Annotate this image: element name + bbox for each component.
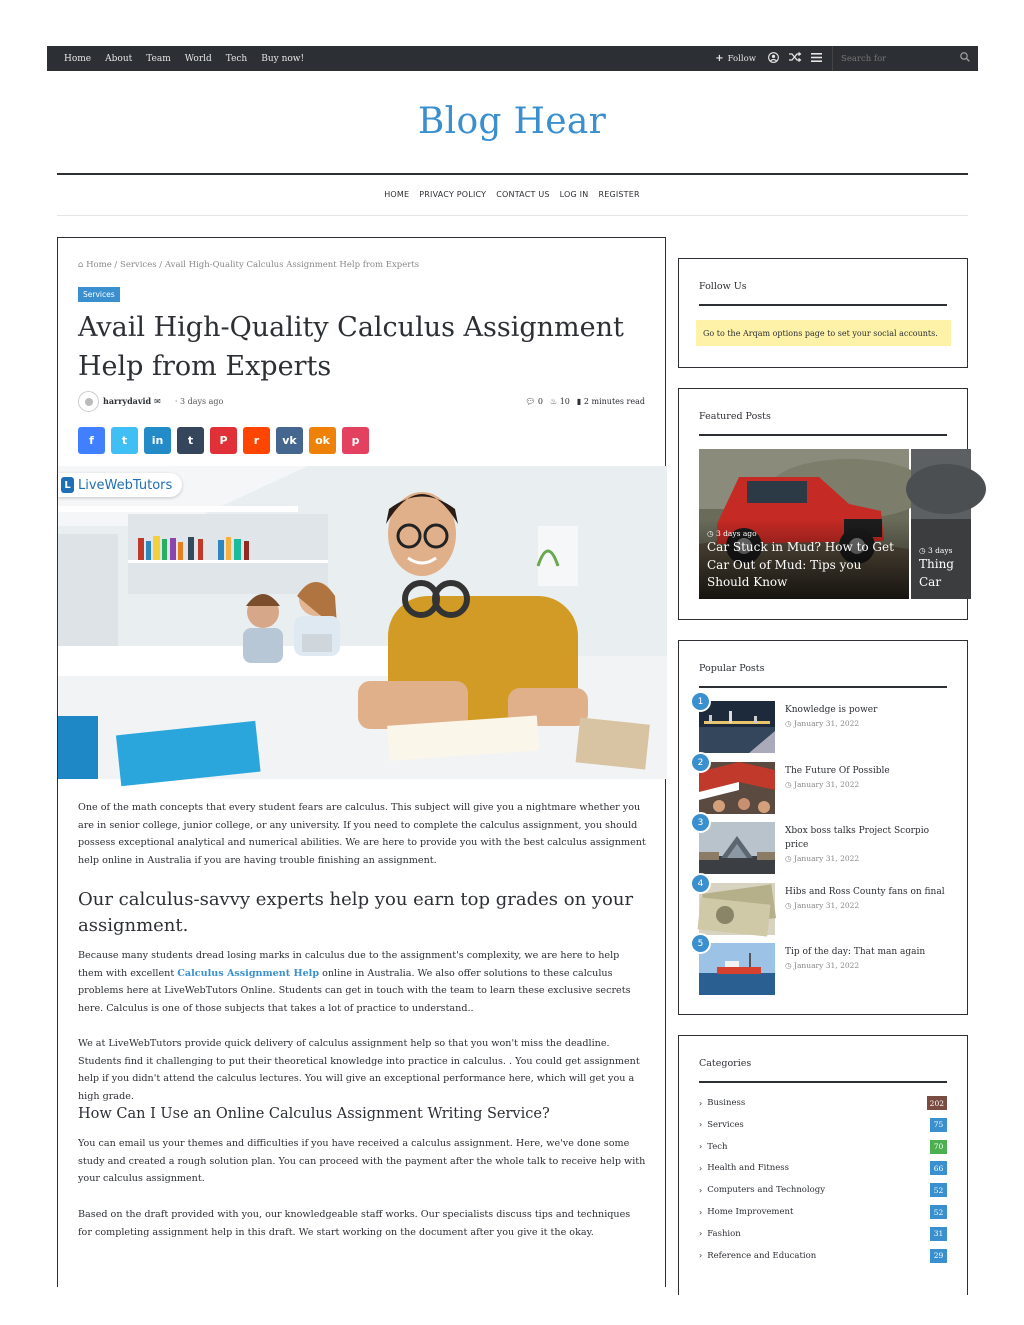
read-time bbox=[577, 397, 645, 406]
vk-icon: vk bbox=[282, 434, 297, 447]
featured-post-date-text: 3 days ago bbox=[715, 529, 757, 538]
post-thumbnail[interactable] bbox=[699, 701, 775, 753]
plus-icon: + bbox=[715, 53, 724, 64]
widget-title-rule bbox=[699, 434, 947, 436]
popular-post-date-text: January 31, 2022 bbox=[793, 854, 860, 863]
rank-badge: 1 bbox=[690, 691, 711, 712]
facebook-share-button[interactable] bbox=[78, 427, 105, 454]
popular-post-date bbox=[785, 719, 859, 728]
clock-icon: ◷ bbox=[785, 854, 792, 863]
user-icon[interactable] bbox=[768, 52, 779, 66]
category-item[interactable] bbox=[699, 1205, 947, 1219]
featured-slider[interactable] bbox=[699, 449, 954, 599]
views-value: 10 bbox=[559, 396, 570, 406]
follow-label: Follow bbox=[727, 53, 756, 64]
popular-post[interactable] bbox=[697, 696, 949, 753]
featured-post-title[interactable]: Thing Car bbox=[919, 557, 954, 589]
featured-post-date-text: 3 days bbox=[927, 546, 953, 555]
read-time-value: 2 minutes read bbox=[583, 396, 645, 406]
views-count bbox=[550, 397, 570, 406]
category-count-badge: 52 bbox=[930, 1183, 947, 1197]
nav-divider bbox=[57, 215, 968, 216]
top-nav-world[interactable]: World bbox=[184, 53, 212, 64]
linkedin-share-button[interactable] bbox=[144, 427, 171, 454]
category-name[interactable]: Reference and Education bbox=[707, 1250, 817, 1261]
top-nav-about[interactable]: About bbox=[105, 53, 133, 64]
rank-badge: 4 bbox=[690, 873, 711, 894]
search-input[interactable] bbox=[832, 46, 978, 71]
featured-post-date bbox=[919, 546, 979, 555]
hero-logo-text: LiveWebTutors bbox=[78, 477, 173, 493]
category-name[interactable]: Computers and Technology bbox=[707, 1185, 826, 1196]
categories-widget bbox=[678, 1035, 968, 1295]
avatar[interactable] bbox=[78, 391, 99, 412]
top-nav-buy-now[interactable]: Buy now! bbox=[261, 53, 305, 64]
heading-experts: Our calculus-savvy experts help you earn top grades on your assignment. bbox=[78, 889, 634, 936]
chevron-right-icon: › bbox=[699, 1120, 703, 1130]
post-date: · 3 days ago bbox=[174, 396, 224, 406]
linkedin-icon: in bbox=[151, 434, 164, 447]
popular-post-title[interactable]: The Future Of Possible bbox=[785, 766, 890, 776]
home-icon: ⌂ bbox=[78, 260, 84, 270]
reddit-icon: r bbox=[253, 434, 260, 447]
main-nav-log-in[interactable]: LOG IN bbox=[559, 190, 589, 199]
clock-icon: ◷ bbox=[785, 719, 792, 728]
comment-icon: 💬︎ bbox=[525, 396, 536, 406]
popular-post-date bbox=[785, 901, 859, 910]
category-item[interactable] bbox=[699, 1249, 947, 1263]
pinterest-icon: P bbox=[219, 434, 228, 447]
heading-how-to-use: How Can I Use an Online Calculus Assignment Writing Service? bbox=[78, 1106, 550, 1122]
logo-mark-icon: L bbox=[61, 477, 74, 493]
facebook-icon: f bbox=[89, 434, 94, 447]
post-thumbnail[interactable] bbox=[699, 883, 775, 935]
featured-posts-widget bbox=[678, 388, 968, 620]
tumblr-share-button[interactable] bbox=[177, 427, 204, 454]
clock-icon: ◷ bbox=[707, 529, 714, 538]
article-title: Avail High-Quality Calculus Assignment Help from Experts bbox=[78, 312, 624, 382]
category-count-badge: 202 bbox=[927, 1096, 947, 1110]
popular-post-title[interactable]: Hibs and Ross County fans on final bbox=[785, 887, 945, 897]
pocket-share-button[interactable] bbox=[342, 427, 369, 454]
social-accounts-notice: Go to the Arqam options page to set your social accounts. bbox=[696, 320, 951, 346]
clock-icon: ◷ bbox=[919, 546, 926, 555]
pocket-icon: p bbox=[351, 434, 360, 447]
header-divider bbox=[57, 173, 968, 175]
top-bar bbox=[47, 46, 978, 71]
category-name[interactable]: Home Improvement bbox=[707, 1207, 794, 1217]
widget-title-rule bbox=[699, 686, 947, 688]
main-nav-register[interactable]: REGISTER bbox=[598, 190, 640, 199]
article bbox=[57, 237, 666, 1287]
comments-count[interactable] bbox=[525, 397, 543, 406]
twitter-share-button[interactable] bbox=[111, 427, 138, 454]
chevron-right-icon: › bbox=[699, 1229, 703, 1239]
twitter-icon: t bbox=[121, 434, 128, 447]
menu-icon[interactable] bbox=[811, 53, 822, 65]
category-count-badge: 29 bbox=[930, 1249, 947, 1263]
popular-post-date-text: January 31, 2022 bbox=[793, 901, 860, 910]
author-name[interactable]: harrydavid bbox=[103, 396, 152, 406]
vk-share-button[interactable] bbox=[276, 427, 303, 454]
clock-icon: ◷ bbox=[785, 780, 792, 789]
category-name[interactable]: Business bbox=[707, 1098, 746, 1108]
article-meta bbox=[78, 390, 645, 412]
search-placeholder: Search for bbox=[841, 53, 887, 64]
livewebtutors-logo bbox=[58, 473, 182, 497]
chevron-right-icon: › bbox=[699, 1185, 703, 1195]
top-nav-team[interactable]: Team bbox=[146, 53, 171, 64]
hero-image bbox=[58, 466, 667, 779]
popular-post-date bbox=[785, 780, 859, 789]
pinterest-share-button[interactable] bbox=[210, 427, 237, 454]
site-logo[interactable]: Blog Hear bbox=[417, 101, 607, 142]
popular-post-title[interactable]: Tip of the day: That man again bbox=[785, 947, 926, 957]
featured-post-title[interactable]: Car Stuck in Mud? How to Get Car Out of Mud: Tips you Should Know bbox=[707, 540, 894, 589]
category-badge[interactable]: Services bbox=[78, 287, 120, 302]
category-item[interactable] bbox=[699, 1227, 947, 1241]
popular-post[interactable] bbox=[697, 817, 949, 874]
category-name[interactable]: Tech bbox=[707, 1141, 728, 1152]
widget-title: Popular Posts bbox=[699, 663, 765, 674]
breadcrumb-text[interactable]: Home / Services / Avail High-Quality Calculus Assignment Help from Experts bbox=[86, 260, 420, 270]
widget-title: Follow Us bbox=[699, 281, 747, 292]
paragraph-5: Based on the draft provided with you, our knowledgeable staff works. Our specialists discuss tips and techniques for completing assignment help in this draft. We start working on the document after you give it the okay. bbox=[78, 1209, 631, 1238]
shuffle-icon[interactable] bbox=[789, 52, 801, 65]
popular-post[interactable] bbox=[697, 878, 949, 935]
category-name[interactable]: Health and Fitness bbox=[707, 1163, 789, 1174]
paragraph-2 bbox=[78, 947, 646, 1018]
widget-title: Featured Posts bbox=[699, 411, 771, 422]
rank-badge: 2 bbox=[690, 752, 711, 773]
chevron-right-icon: › bbox=[699, 1163, 703, 1173]
post-date-text: 3 days ago bbox=[179, 396, 224, 406]
bookmark-icon: ▮ bbox=[576, 396, 582, 406]
breadcrumb[interactable] bbox=[78, 260, 419, 270]
featured-post-date bbox=[707, 529, 902, 538]
comments-value: 0 bbox=[537, 396, 543, 406]
clock-icon: ◷ bbox=[785, 901, 792, 910]
popular-post-date bbox=[785, 854, 859, 863]
calculus-assignment-help-link[interactable]: Calculus Assignment Help bbox=[177, 967, 320, 979]
chevron-right-icon: › bbox=[699, 1251, 703, 1261]
paragraph-2-start: Because many students dread losing marks in calculus due to the assignment's complexity, we are here to help them with excellent bbox=[78, 950, 620, 979]
post-thumbnail[interactable] bbox=[699, 943, 775, 995]
chevron-right-icon: › bbox=[699, 1207, 703, 1217]
category-name[interactable]: Services bbox=[707, 1119, 744, 1130]
category-item[interactable] bbox=[699, 1161, 947, 1175]
top-nav-tech[interactable]: Tech bbox=[225, 53, 248, 64]
category-item[interactable] bbox=[699, 1118, 947, 1132]
popular-post-date-text: January 31, 2022 bbox=[793, 719, 860, 728]
widget-title-rule bbox=[699, 1081, 947, 1083]
chevron-right-icon: › bbox=[699, 1098, 703, 1108]
envelope-icon[interactable]: ✉ bbox=[154, 396, 161, 406]
category-item[interactable] bbox=[699, 1140, 947, 1154]
reddit-share-button[interactable] bbox=[243, 427, 270, 454]
category-count-badge: 52 bbox=[930, 1205, 947, 1219]
category-count-badge: 66 bbox=[930, 1161, 947, 1175]
popular-post-date-text: January 31, 2022 bbox=[793, 961, 860, 970]
paragraph-1: One of the math concepts that every student fears are calculus. This subject will give you a nightmare whether you are in senior college, junior college, or any university. If you need to complete the calculus assignment, you should possess exceptional analytical and numerical abilities. We are here to provide you with the best calculus assignment help online in Australia if you are having trouble finishing an assignment. bbox=[78, 802, 646, 867]
post-thumbnail[interactable] bbox=[699, 762, 775, 814]
main-nav-privacy-policy[interactable]: PRIVACY POLICY bbox=[419, 190, 487, 199]
paragraph-4: You can email us your themes and difficulties if you have received a calculus assignment. Here, we've done some study and created a rough solution plan. You can proceed with the payment after the whole talk to receive help with your calculus assignment. bbox=[78, 1138, 646, 1185]
rank-badge: 5 bbox=[690, 933, 711, 954]
search-icon[interactable] bbox=[960, 52, 970, 65]
main-nav bbox=[0, 190, 1024, 199]
popular-post[interactable] bbox=[697, 938, 949, 995]
category-item[interactable] bbox=[699, 1183, 947, 1197]
popular-posts-widget bbox=[678, 640, 968, 1015]
tumblr-icon: t bbox=[187, 434, 194, 447]
post-thumbnail[interactable] bbox=[699, 822, 775, 874]
follow-button[interactable] bbox=[715, 53, 756, 64]
popular-post-date bbox=[785, 961, 859, 970]
fire-icon: ♨ bbox=[550, 396, 558, 406]
widget-title: Categories bbox=[699, 1058, 752, 1069]
main-nav-contact-us[interactable]: CONTACT US bbox=[496, 190, 550, 199]
category-count-badge: 70 bbox=[930, 1140, 947, 1154]
chevron-right-icon: › bbox=[699, 1142, 703, 1152]
share-buttons bbox=[78, 427, 369, 454]
odnoklassniki-icon: ok bbox=[315, 434, 330, 447]
category-item[interactable] bbox=[699, 1096, 947, 1110]
popular-post[interactable] bbox=[697, 757, 949, 814]
featured-post-card[interactable] bbox=[699, 449, 909, 599]
paragraph-3: We at LiveWebTutors provide quick delivery of calculus assignment help so that you won't miss the deadline. Students find it challenging to put their theoretical knowledge into practice in calculus. . You could get assignment help if you didn't attend the calculus lectures. You will give an exceptional performance here, which will get you a high grade. bbox=[78, 1038, 640, 1103]
featured-post-card[interactable] bbox=[911, 449, 971, 599]
top-nav bbox=[64, 54, 318, 64]
category-count-badge: 75 bbox=[930, 1118, 947, 1132]
popular-post-title[interactable]: Xbox boss talks Project Scorpio price bbox=[785, 826, 929, 850]
widget-title-rule bbox=[699, 304, 947, 306]
category-name[interactable]: Fashion bbox=[707, 1228, 741, 1239]
odnoklassniki-share-button[interactable] bbox=[309, 427, 336, 454]
category-count-badge: 31 bbox=[930, 1227, 947, 1241]
top-nav-home[interactable]: Home bbox=[64, 53, 92, 64]
popular-post-date-text: January 31, 2022 bbox=[793, 780, 860, 789]
clock-icon: ◷ bbox=[785, 961, 792, 970]
rank-badge: 3 bbox=[690, 812, 711, 833]
paragraph-2-end: online in Australia. We also offer solutions to these calculus problems here at LiveWebTutors Online. Students can get in touch with the team to learn these exclusive secrets here. Calculus is one of those subjects that takes a lot of practice to understand.. bbox=[78, 967, 631, 1015]
follow-us-widget bbox=[678, 258, 968, 368]
main-nav-home[interactable]: HOME bbox=[384, 190, 410, 199]
popular-post-title[interactable]: Knowledge is power bbox=[785, 705, 878, 715]
